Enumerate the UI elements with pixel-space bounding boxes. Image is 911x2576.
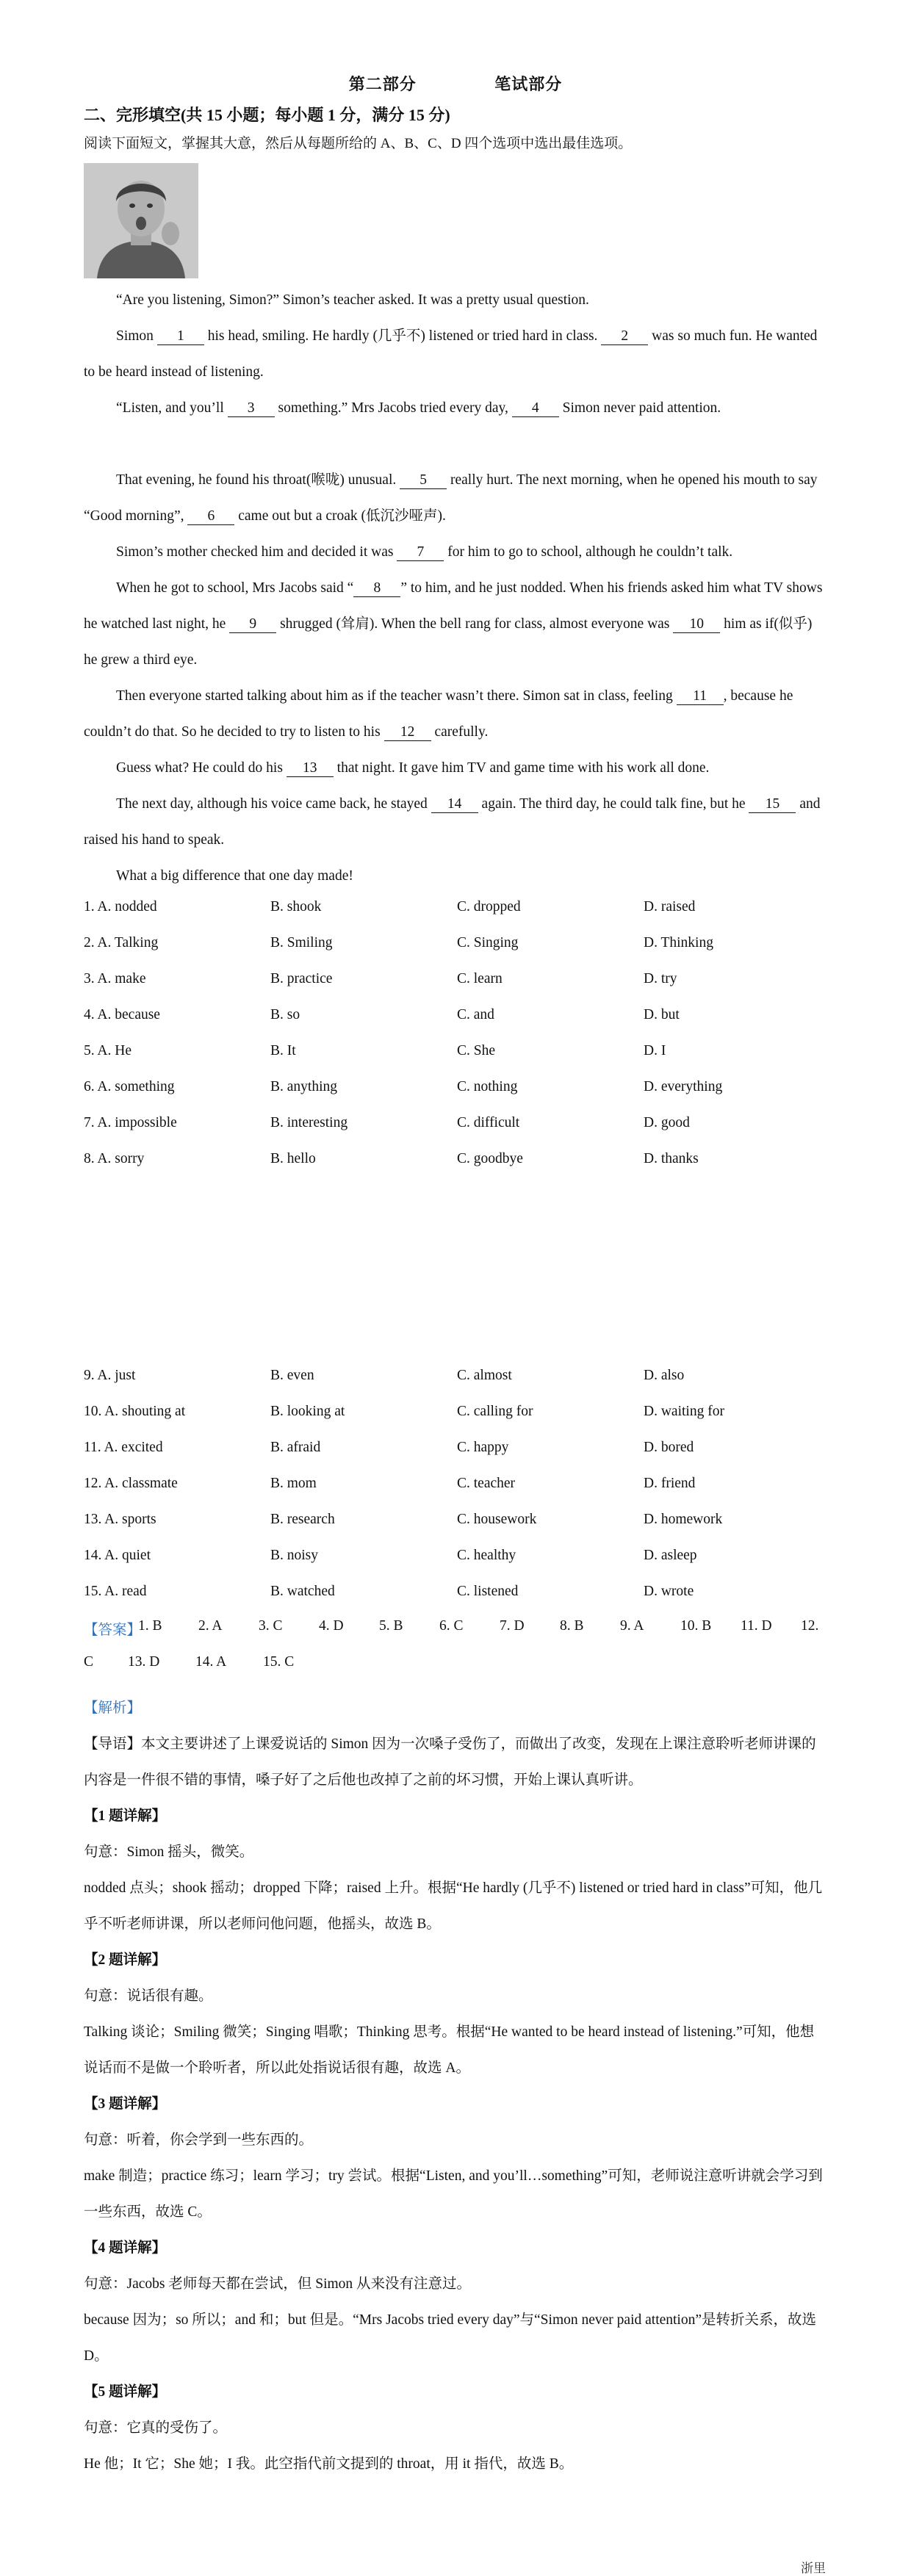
option-row	[84, 1548, 827, 1577]
option: C. learn	[457, 971, 503, 986]
option: 1. A. nodded	[84, 899, 157, 914]
option: 15. A. read	[84, 1584, 147, 1599]
footer-watermark: 浙里	[801, 2561, 826, 2575]
option: 3. A. make	[84, 971, 146, 986]
text: his head, smiling. He hardly (几乎不) listened or tried hard in class.	[207, 328, 598, 344]
q1-detail: nodded 点头；shook 摇动；dropped 下降；raised 上升。根据“He hardly (几乎不) listened or tried hard in class”可知，他几乎不听老师讲课，所以老师问他问题，他摇头，故选 B。	[84, 1880, 823, 1932]
answer-item: 2. A	[198, 1618, 223, 1634]
option: C. healthy	[457, 1548, 516, 1563]
answer-item: 11. D	[741, 1618, 772, 1634]
text: “Listen, and you’ll	[116, 400, 224, 416]
text: something.” Mrs Jacobs tried every day,	[278, 400, 508, 416]
option: B. even	[270, 1368, 314, 1383]
blank-8: 8	[353, 580, 400, 597]
option-row	[84, 1151, 827, 1180]
option: 12. A. classmate	[84, 1476, 178, 1491]
q1-meaning: 句意：Simon 摇头，微笑。	[84, 1844, 254, 1860]
text: Guess what? He could do his	[116, 760, 283, 776]
option: C. She	[457, 1043, 496, 1058]
option: B. research	[270, 1512, 335, 1527]
text: carefully.	[434, 724, 489, 740]
option: B. hello	[270, 1151, 316, 1166]
passage-paragraph-2	[84, 318, 827, 390]
option-row	[84, 1079, 827, 1108]
option: C. dropped	[457, 899, 521, 914]
option-row	[84, 1440, 827, 1469]
blank-1: 1	[157, 328, 204, 345]
option: C. happy	[457, 1440, 509, 1455]
text: That evening, he found his throat(喉咙) unusual.	[116, 472, 397, 488]
option: D. homework	[644, 1512, 723, 1527]
option: B. Smiling	[270, 935, 333, 950]
option: B. It	[270, 1043, 296, 1058]
instructions: 阅读下面短文，掌握其大意，然后从每题所给的 A、B、C、D 四个选项中选出最佳选项。	[84, 136, 633, 151]
option: C. and	[457, 1007, 494, 1022]
option-row	[84, 971, 827, 1000]
text: that night. It gave him TV and game time with his work all done.	[336, 760, 710, 776]
option-row	[84, 899, 827, 928]
answer-item: C	[84, 1654, 94, 1670]
option: D. but	[644, 1007, 680, 1022]
option: 14. A. quiet	[84, 1548, 151, 1563]
option-row	[84, 1368, 827, 1397]
q5-meaning: 句意：它真的受伤了。	[84, 2420, 228, 2436]
option: 13. A. sports	[84, 1512, 156, 1527]
option: 7. A. impossible	[84, 1115, 177, 1130]
option: D. raised	[644, 899, 696, 914]
option: C. housework	[457, 1512, 537, 1527]
blank-6: 6	[187, 508, 234, 525]
text: was so much fun. He wanted to be heard instead of listening.	[84, 328, 818, 380]
answer-item: 15. C	[263, 1654, 295, 1670]
answer-item: 8. B	[560, 1618, 584, 1634]
option: D. friend	[644, 1476, 696, 1491]
blank-10: 10	[673, 616, 720, 633]
blank-7: 7	[397, 544, 444, 561]
passage-paragraph-6	[84, 570, 827, 678]
blank-13: 13	[287, 760, 334, 777]
option: 4. A. because	[84, 1007, 160, 1022]
text: Then everyone started talking about him as if the teacher wasn’t there. Simon sat in class, feeling	[116, 688, 673, 704]
passage-paragraph-7	[84, 678, 827, 750]
q4-meaning: 句意：Jacobs 老师每天都在尝试，但 Simon 从来没有注意过。	[84, 2276, 472, 2292]
passage-paragraph-10: What a big difference that one day made!	[116, 868, 353, 884]
option: 8. A. sorry	[84, 1151, 145, 1166]
answer-item: 3. C	[259, 1618, 283, 1634]
option-row	[84, 1404, 827, 1433]
passage-paragraph-9	[84, 786, 827, 858]
option: 5. A. He	[84, 1043, 132, 1058]
option-row	[84, 935, 827, 964]
option: D. I	[644, 1043, 666, 1058]
answer-label: 【答案】	[84, 1623, 142, 1638]
text: for him to go to school, although he couldn’t talk.	[447, 544, 733, 560]
text: Simon never paid attention.	[562, 400, 721, 416]
blank-4: 4	[512, 400, 559, 417]
answer-item: 4. D	[319, 1618, 344, 1634]
part-label: 第二部分	[348, 75, 417, 93]
option: D. also	[644, 1368, 685, 1383]
text: came out but a croak (低沉沙哑声).	[238, 508, 446, 524]
text: When he got to school, Mrs Jacobs said “	[116, 580, 354, 596]
text: Simon	[116, 328, 154, 344]
q2-meaning: 句意：说话很有趣。	[84, 1988, 213, 2004]
boy-photo	[84, 163, 198, 278]
answer-item: 10. B	[680, 1618, 712, 1634]
option: 11. A. excited	[84, 1440, 163, 1455]
option: C. nothing	[457, 1079, 518, 1094]
blank-3: 3	[228, 400, 275, 417]
option: D. everything	[644, 1079, 723, 1094]
passage-paragraph-5	[84, 534, 827, 570]
option: C. teacher	[457, 1476, 516, 1491]
answer-item: 9. A	[620, 1618, 644, 1634]
part-title: 笔试部分	[494, 75, 563, 93]
option: C. listened	[457, 1584, 519, 1599]
text: , because he couldn’t do that. So he decided to try to listen to his	[84, 688, 793, 740]
passage-paragraph-4	[84, 462, 827, 534]
text: really hurt. The next morning, when he opened his mouth to say “Good morning”,	[84, 472, 818, 524]
section-title: 二、完形填空(共 15 小题；每小题 1 分，满分 15 分)	[84, 106, 450, 124]
blank-12: 12	[384, 724, 431, 741]
option: C. almost	[457, 1368, 512, 1383]
q4-detail: because 因为；so 所以；and 和；but 但是。“Mrs Jacobs tried every day”与“Simon never paid attention”是转折关系，故选 D。	[84, 2312, 817, 2364]
option: D. thanks	[644, 1151, 699, 1166]
option: B. practice	[270, 971, 333, 986]
option: C. calling for	[457, 1404, 533, 1419]
option: B. shook	[270, 899, 322, 914]
text: again. The third day, he could talk fine, but he	[481, 796, 746, 812]
option: D. good	[644, 1115, 690, 1130]
q5-title: 【5 题详解】	[84, 2384, 167, 2400]
blank-9: 9	[229, 616, 276, 633]
text: him as if(似乎) he grew a third eye.	[84, 616, 813, 668]
option: 6. A. something	[84, 1079, 175, 1094]
option: B. afraid	[270, 1440, 321, 1455]
option: 10. A. shouting at	[84, 1404, 186, 1419]
option-row	[84, 1584, 827, 1613]
blank-11: 11	[677, 688, 724, 705]
option: D. Thinking	[644, 935, 713, 950]
text: The next day, although his voice came back, he stayed	[116, 796, 428, 812]
option: B. looking at	[270, 1404, 345, 1419]
q2-detail: Talking 谈论；Smiling 微笑；Singing 唱歌；Thinking 思考。根据“He wanted to be heard instead of listening.”可知，他想说话而不是做一个聆听者，所以此处指说话很有趣，故选 A。	[84, 2024, 815, 2076]
q3-title: 【3 题详解】	[84, 2096, 167, 2112]
answer-row-2	[84, 1654, 827, 1690]
option: D. asleep	[644, 1548, 697, 1563]
q5-detail: He 他；It 它；She 她；I 我。此空指代前文提到的 throat，用 it 指代，故选 B。	[84, 2456, 574, 2472]
option: 9. A. just	[84, 1368, 136, 1383]
option: B. interesting	[270, 1115, 348, 1130]
option: B. mom	[270, 1476, 317, 1491]
answer-item: 14. A	[195, 1654, 227, 1670]
blank-15: 15	[749, 796, 796, 813]
option-row	[84, 1115, 827, 1144]
option-row	[84, 1043, 827, 1072]
guide-text: 【导语】本文主要讲述了上课爱说话的 Simon 因为一次嗓子受伤了，而做出了改变，发现在上课注意聆听老师讲课的内容是一件很不错的事情，嗓子好了之后他也改掉了之前的坏习惯，开始上课认真听讲。	[84, 1736, 816, 1788]
q3-detail: make 制造；practice 练习；learn 学习；try 尝试。根据“Listen, and you’ll…something”可知，老师说注意听讲就会学习到一些东西，故选 C。	[84, 2168, 823, 2220]
blank-2: 2	[601, 328, 648, 345]
passage-paragraph-1: “Are you listening, Simon?” Simon’s teacher asked. It was a pretty usual question.	[116, 292, 589, 308]
option: D. try	[644, 971, 677, 986]
option-row	[84, 1512, 827, 1541]
text: Simon’s mother checked him and decided it was	[116, 544, 394, 560]
option: D. waiting for	[644, 1404, 724, 1419]
answer-item: 7. D	[500, 1618, 525, 1634]
blank-5: 5	[400, 472, 447, 489]
q3-meaning: 句意：听着，你会学到一些东西的。	[84, 2132, 314, 2148]
option: C. Singing	[457, 935, 519, 950]
answer-row-1	[84, 1618, 827, 1654]
page-title	[0, 72, 911, 95]
option-row	[84, 1007, 827, 1036]
q4-title: 【4 题详解】	[84, 2240, 167, 2256]
analysis-label: 【解析】	[84, 1700, 142, 1716]
option: B. so	[270, 1007, 300, 1022]
answer-item: 6. C	[439, 1618, 464, 1634]
answer-item: 1. B	[138, 1618, 162, 1634]
answer-block	[84, 1618, 827, 1690]
option: B. anything	[270, 1079, 337, 1094]
q2-title: 【2 题详解】	[84, 1952, 167, 1968]
option: B. noisy	[270, 1548, 319, 1563]
blank-14: 14	[431, 796, 478, 813]
option: D. bored	[644, 1440, 694, 1455]
option-row	[84, 1476, 827, 1505]
passage-paragraph-8	[84, 750, 827, 786]
text: ” to him, and he just nodded. When his friends asked him what TV shows he watched last night, he	[84, 580, 823, 632]
text: and raised his hand to speak.	[84, 796, 821, 848]
option: 2. A. Talking	[84, 935, 159, 950]
answer-item: 13. D	[128, 1654, 160, 1670]
option: C. goodbye	[457, 1151, 523, 1166]
answer-item: 12.	[801, 1618, 819, 1634]
option: D. wrote	[644, 1584, 694, 1599]
q1-title: 【1 题详解】	[84, 1808, 167, 1824]
option: C. difficult	[457, 1115, 520, 1130]
passage-paragraph-3	[84, 390, 827, 426]
answer-item: 5. B	[379, 1618, 403, 1634]
option: B. watched	[270, 1584, 335, 1599]
text: shrugged (耸肩). When the bell rang for class, almost everyone was	[280, 616, 670, 632]
